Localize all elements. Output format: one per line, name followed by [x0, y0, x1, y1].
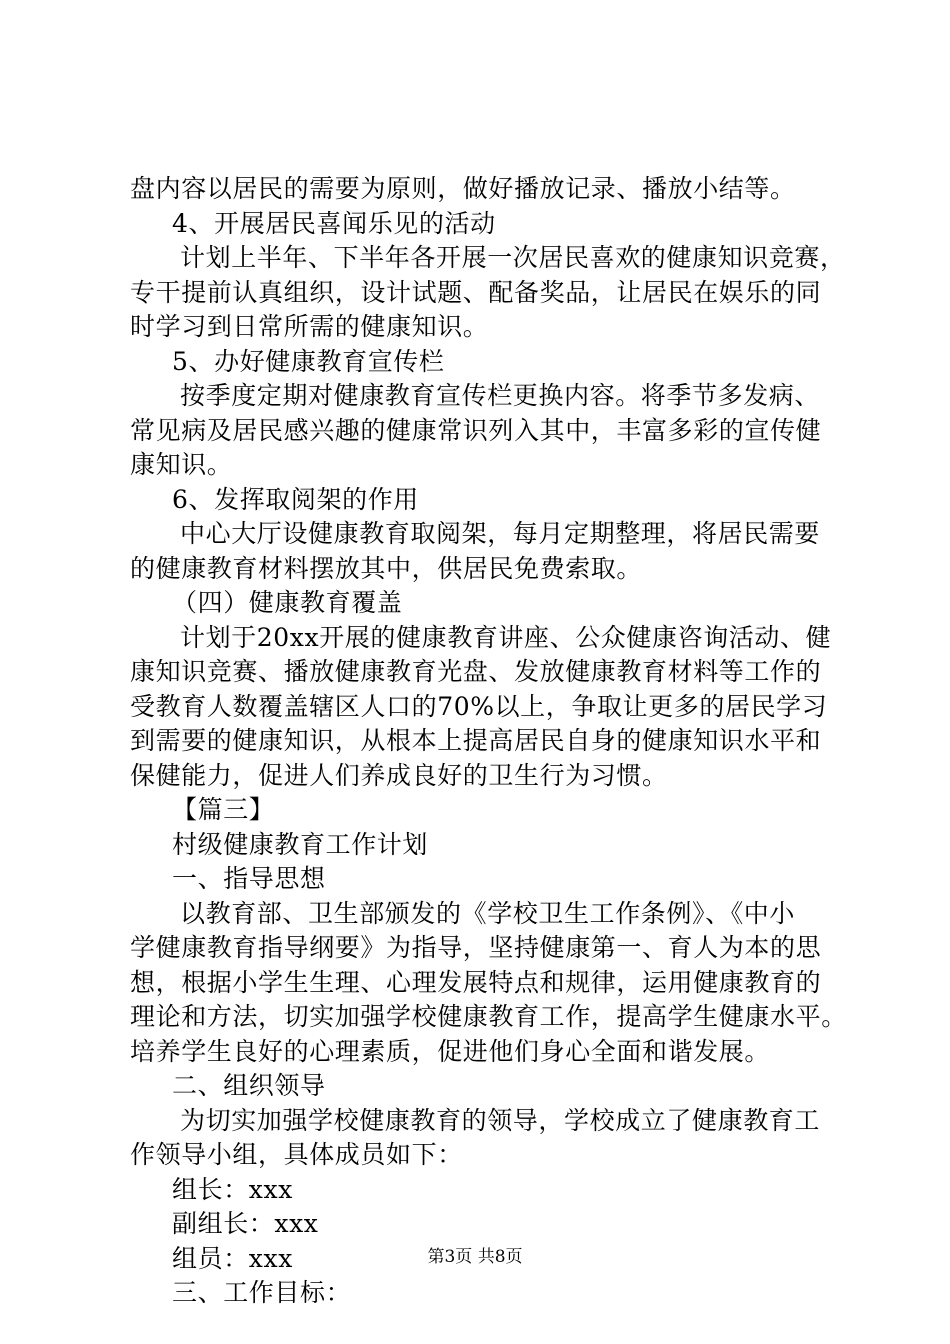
text-line: 时学习到日常所需的健康知识。 [130, 312, 489, 341]
text-line: 作领导小组，具体成员如下： [130, 1140, 463, 1169]
text-line: 学健康教育指导纲要》为指导，坚持健康第一、育人为本的思 [130, 933, 822, 962]
text-line: 6、发挥取阅架的作用 [172, 484, 419, 514]
text-line: 中心大厅设健康教育取阅架，每月定期整理，将居民需要 [180, 519, 821, 548]
text-line: 计划上半年、下半年各开展一次居民喜欢的健康知识竞赛， [180, 243, 846, 272]
text-line: 常见病及居民感兴趣的健康常识列入其中，丰富多彩的宣传健 [130, 415, 822, 445]
text-line: 受教育人数覆盖辖区人口的70%以上，争取让更多的居民学习 [130, 691, 828, 721]
text-line: 到需要的健康知识，从根本上提高居民自身的健康知识水平和 [130, 726, 822, 755]
text-line: 三、工作目标： [172, 1278, 352, 1307]
text-line: 以教育部、卫生部颁发的《学校卫生工作条例》、《中小 [180, 898, 796, 928]
text-line: 专干提前认真组织，设计试题、配备奖品，让居民在娱乐的同 [130, 277, 822, 307]
text-line: 的健康教育材料摆放其中，供居民免费索取。 [130, 553, 643, 583]
text-line: 康知识竞赛、播放健康教育光盘、发放健康教育材料等工作的 [130, 657, 822, 686]
text-line: 按季度定期对健康教育宣传栏更换内容。将季节多发病、 [180, 381, 821, 410]
text-line: 组长：xxx [172, 1174, 293, 1204]
text-line: 盘内容以居民的需要为原则，做好播放记录、播放小结等。 [130, 174, 796, 203]
text-line: 想，根据小学生生理、心理发展特点和规律，运用健康教育的 [130, 967, 822, 997]
text-line: 二、组织领导 [172, 1071, 326, 1100]
text-line: 培养学生良好的心理素质，促进他们身心全面和谐发展。 [130, 1036, 771, 1066]
text-line: 理论和方法，切实加强学校健康教育工作，提高学生健康水平。 [130, 1002, 847, 1031]
text-line: 计划于20xx开展的健康教育讲座、公众健康咨询活动、健 [180, 622, 832, 652]
text-line: 副组长：xxx [172, 1209, 319, 1238]
document-body [130, 172, 845, 1311]
text-line: 组员：xxx [172, 1243, 293, 1273]
text-line: 一、指导思想 [172, 864, 326, 893]
text-line: 康知识。 [130, 450, 233, 479]
text-line: 【篇三】 [172, 795, 275, 824]
text-line: （四）健康教育覆盖 [172, 588, 403, 617]
text-line: 4、开展居民喜闻乐见的活动 [172, 208, 496, 238]
page-footer: 第3页 共8页 [427, 1247, 523, 1267]
text-line: 5、办好健康教育宣传栏 [172, 346, 445, 376]
text-line: 保健能力，促进人们养成良好的卫生行为习惯。 [130, 760, 668, 790]
text-line: 为切实加强学校健康教育的领导，学校成立了健康教育工 [180, 1105, 821, 1135]
text-line: 村级健康教育工作计划 [172, 829, 429, 859]
